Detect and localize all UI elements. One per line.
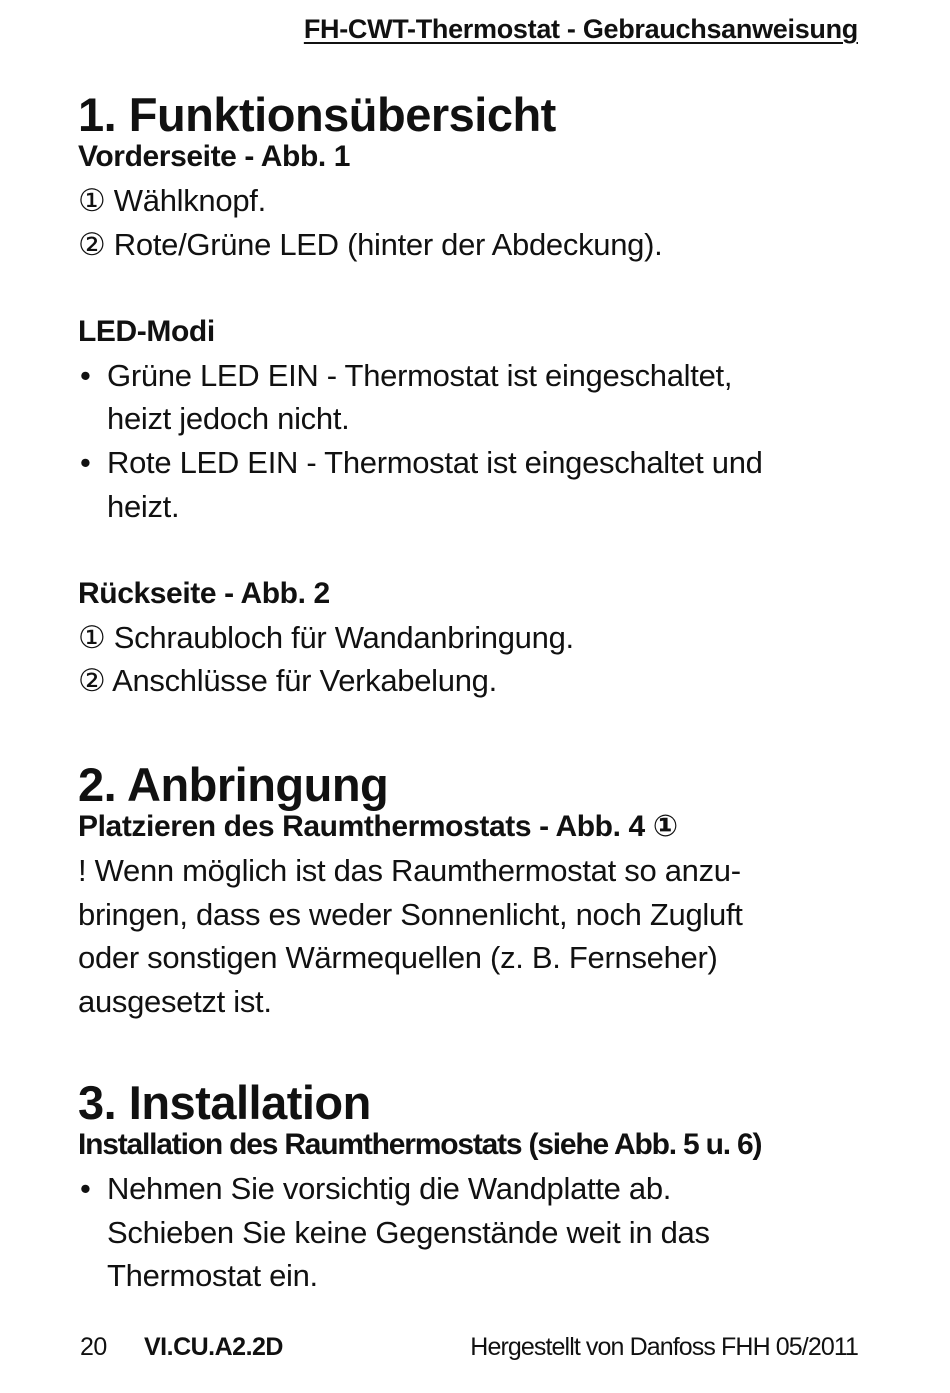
- bullet-icon: •: [80, 1171, 91, 1206]
- section-heading-2: 2. Anbringung: [78, 758, 389, 811]
- placement-heading: Platzieren des Raumthermostats - Abb. 4 ①: [78, 810, 678, 843]
- page-number: 20: [80, 1333, 107, 1361]
- bullet-icon: •: [80, 444, 91, 480]
- list-item: [78, 441, 858, 528]
- list-item: [78, 1167, 858, 1298]
- led-modes-heading: LED-Modi: [78, 314, 215, 348]
- manufacturer-note: Hergestellt von Danfoss FHH 05/2011: [470, 1333, 858, 1361]
- installation-heading: Installation des Raumthermostats (siehe Abb. 5 u. 6): [78, 1128, 762, 1161]
- bullet-icon: •: [80, 357, 91, 393]
- back-item-wiring: ② Anschlüsse für Verkabelung.: [78, 663, 497, 699]
- list-item: [78, 354, 858, 441]
- bullet-line: Grüne LED EIN - Thermostat ist eingeschaltet,: [107, 357, 733, 393]
- back-item-screw-hole: ① Schraubloch für Wandanbringung.: [78, 619, 574, 655]
- bullet-line: Schieben Sie keine Gegenstände weit in das: [107, 1214, 710, 1250]
- front-heading: Vorderseite - Abb. 1: [78, 140, 351, 173]
- bullet-line: heizt jedoch nicht.: [107, 401, 350, 437]
- section-anbringung: [78, 759, 858, 1023]
- front-item-led: ② Rote/Grüne LED (hinter der Abdeckung).: [78, 226, 663, 262]
- section-installation: [78, 1077, 858, 1298]
- paragraph-line: ausgesetzt ist.: [78, 983, 272, 1019]
- page-footer: [78, 1333, 858, 1369]
- manual-page: [78, 0, 868, 1393]
- front-item-dial: ① Wählknopf.: [78, 183, 266, 218]
- paragraph-line: bringen, dass es weder Sonnenlicht, noch Zugluft: [78, 896, 743, 932]
- running-header-title: FH-CWT-Thermostat - Gebrauchsanweisung: [303, 14, 858, 44]
- bullet-line: heizt.: [107, 488, 180, 524]
- section-funktionsuebersicht: [78, 89, 858, 703]
- paragraph-line: ! Wenn möglich ist das Raumthermostat so anzu-: [78, 853, 741, 888]
- document-code: VI.CU.A2.2D: [144, 1333, 283, 1361]
- section-heading-3: 3. Installation: [78, 1076, 371, 1129]
- back-heading: Rückseite - Abb. 2: [78, 576, 330, 610]
- section-heading-1: 1. Funktionsübersicht: [78, 88, 556, 141]
- bullet-line: Nehmen Sie vorsichtig die Wandplatte ab.: [107, 1171, 672, 1206]
- bullet-line: Thermostat ein.: [107, 1258, 318, 1294]
- paragraph-line: oder sonstigen Wärmequellen (z. B. Fernseher): [78, 940, 718, 976]
- bullet-line: Rote LED EIN - Thermostat ist eingeschaltet und: [107, 444, 763, 480]
